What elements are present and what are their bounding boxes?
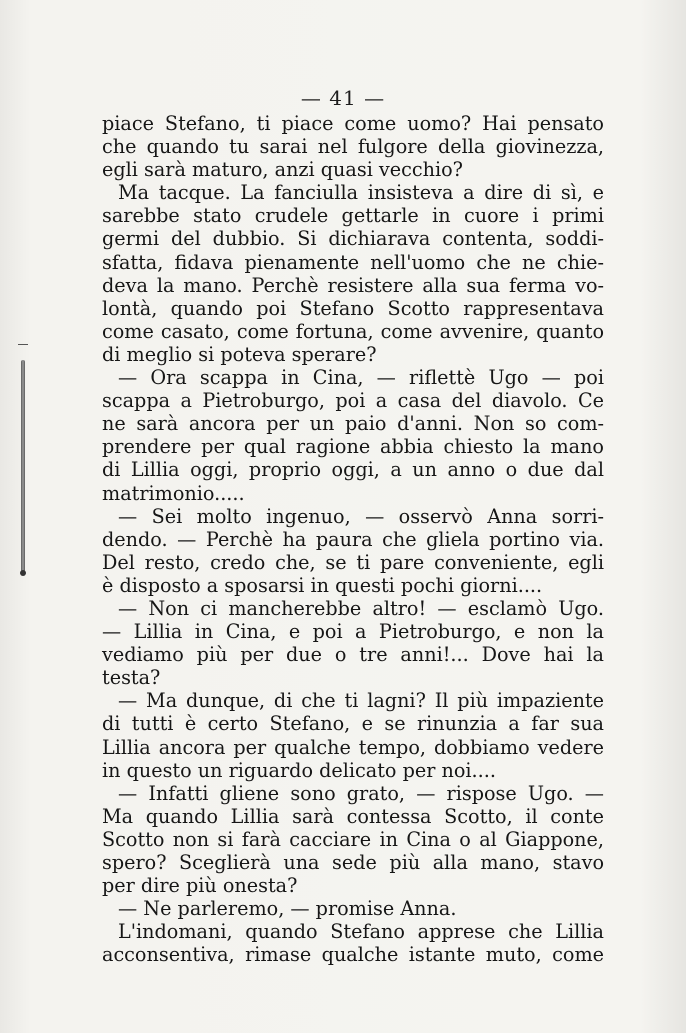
text-line: — Lillia in Cina, e poi a Pietroburgo, e non la xyxy=(102,620,604,644)
margin-bar-mark xyxy=(21,360,25,572)
text-line: è disposto a sposarsi in questi pochi giorni.... xyxy=(102,573,543,597)
text-line: deva la mano. Perchè resistere alla sua ferma vo- xyxy=(102,273,604,297)
text-line: Del resto, credo che, se ti pare conveniente, egli xyxy=(102,550,604,574)
text-line: ne sarà ancora per un paio d'anni. Non so com- xyxy=(102,412,604,436)
text-line: — Infatti gliene sono grato, — rispose Ugo. — xyxy=(118,781,604,805)
text-line: di tutti è certo Stefano, e se rinunzia a far sua xyxy=(102,712,604,736)
text-line: — Sei molto ingenuo, — osservò Anna sorri- xyxy=(118,504,604,528)
page-number: — 41 — xyxy=(300,86,386,110)
text-line: prendere per qual ragione abbia chiesto la mano xyxy=(102,435,604,459)
body-text xyxy=(102,112,604,966)
text-line: — Ne parleremo, — promise Anna. xyxy=(118,897,457,921)
text-line: — Non ci mancherebbe altro! — esclamò Ugo. xyxy=(118,596,604,620)
text-line: Scotto non si farà cacciare in Cina o al Giappone, xyxy=(102,827,604,851)
text-line: testa? xyxy=(102,666,161,690)
text-line: — Ma dunque, di che ti lagni? Il più impaziente xyxy=(118,689,604,713)
text-line: egli sarà maturo, anzi quasi vecchio? xyxy=(102,158,463,182)
margin-tick-mark xyxy=(18,344,28,345)
text-line: in questo un riguardo delicato per noi.... xyxy=(102,758,496,782)
text-line: scappa a Pietroburgo, poi a casa del diavolo. Ce xyxy=(102,389,604,413)
text-line: dendo. — Perchè ha paura che gliela portino via. xyxy=(102,527,604,551)
margin-pencil-mark xyxy=(18,338,30,578)
text-line: Ma tacque. La fanciulla insisteva a dire di sì, e xyxy=(118,181,604,205)
margin-dot-mark xyxy=(20,570,26,576)
text-line: germi del dubbio. Si dichiarava contenta, soddi- xyxy=(102,227,604,251)
text-line: — Ora scappa in Cina, — riflettè Ugo — poi xyxy=(118,366,604,390)
text-line: lontà, quando poi Stefano Scotto rappresentava xyxy=(102,296,604,320)
text-line: che quando tu sarai nel fulgore della giovinezza, xyxy=(102,135,604,159)
text-line: piace Stefano, ti piace come uomo? Hai pensato xyxy=(102,112,604,135)
text-line: di Lillia oggi, proprio oggi, a un anno o due dal xyxy=(102,458,604,482)
text-line: vediamo più per due o tre anni!... Dove hai la xyxy=(102,643,604,667)
text-line: spero? Sceglierà una sede più alla mano, stavo xyxy=(102,851,604,874)
text-line: acconsentiva, rimase qualche istante muto, come xyxy=(102,943,604,967)
text-line: Lillia ancora per qualche tempo, dobbiamo vedere xyxy=(102,735,604,759)
text-line: di meglio si poteva sperare? xyxy=(102,342,377,366)
text-line: Ma quando Lillia sarà contessa Scotto, il conte xyxy=(102,804,604,828)
text-line: matrimonio..... xyxy=(102,481,245,505)
text-line: per dire più onesta? xyxy=(102,874,298,898)
text-line: L'indomani, quando Stefano apprese che Lillia xyxy=(118,920,604,944)
text-line: come casato, come fortuna, come avvenire, quanto xyxy=(102,319,604,343)
text-line: sarebbe stato crudele gettarle in cuore i primi xyxy=(102,204,604,228)
text-line: sfatta, fidava pienamente nell'uomo che ne chie- xyxy=(102,250,604,274)
